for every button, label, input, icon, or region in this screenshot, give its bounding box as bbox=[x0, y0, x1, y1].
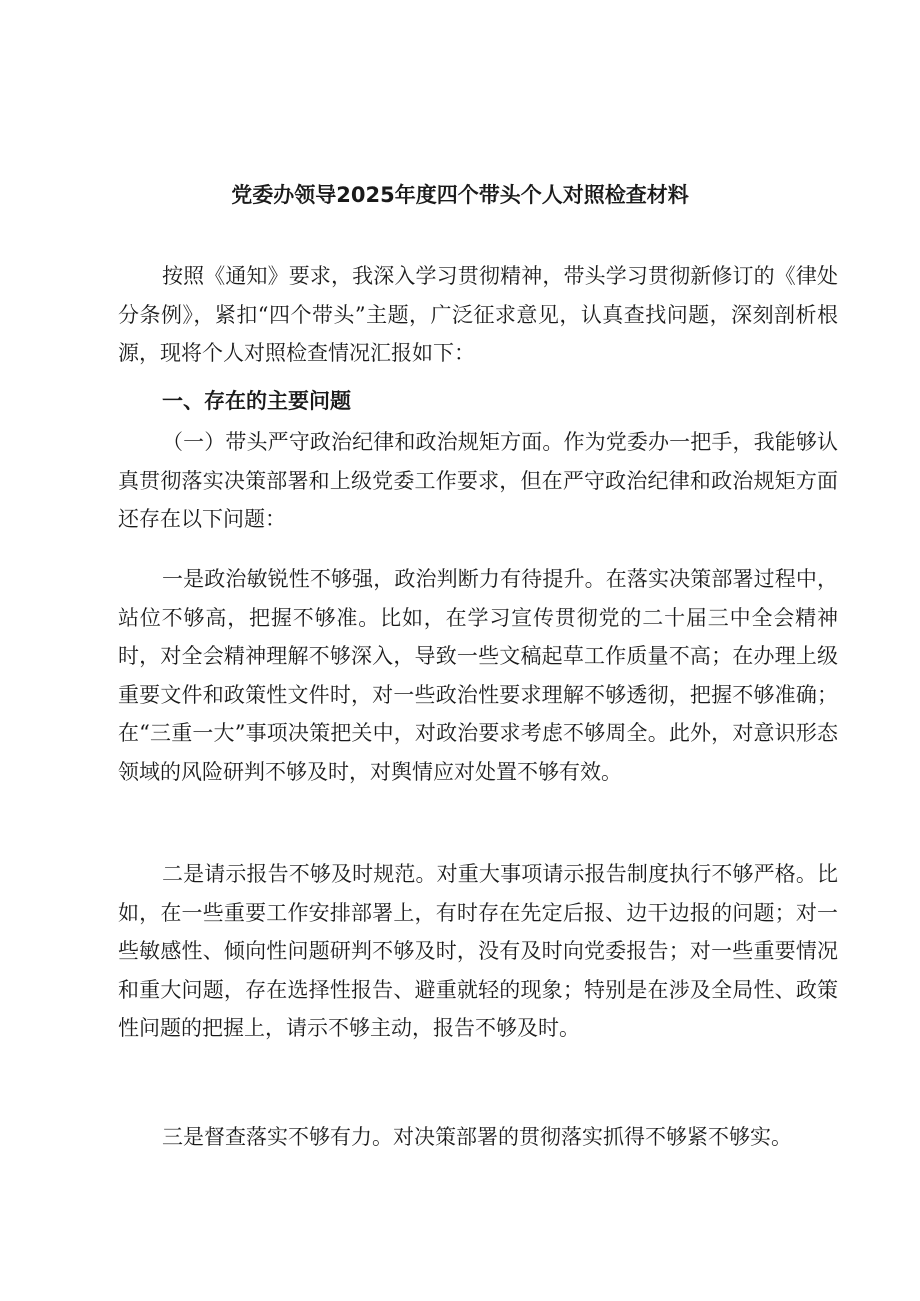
problem-item-3: 三是督查落实不够有力。对决策部署的贯彻落实抓得不够紧不够实。 bbox=[162, 1125, 792, 1149]
intro-paragraph: 按照《通知》要求，我深入学习贯彻精神，带头学习贯彻新修订的《律处分条例》，紧扣“四个带头”主题，广泛征求意见，认真查找问题，深刻剖析根源，现将个人对照检查情况汇报如下： bbox=[118, 264, 838, 366]
subsection-paragraph-political-discipline: （一）带头严守政治纪律和政治规矩方面。作为党委办一把手，我能够认真贯彻落实决策部署和上级党委工作要求，但在严守政治纪律和政治规矩方面还存在以下问题： bbox=[118, 430, 838, 532]
document-title: 党委办领导2025年度四个带头个人对照检查材料 bbox=[231, 183, 689, 208]
section-heading-problems: 一、存在的主要问题 bbox=[162, 389, 351, 413]
problem-item-2: 二是请示报告不够及时规范。对重大事项请示报告制度执行不够严格。比如，在一些重要工作安排部署上，有时存在先定后报、边干边报的问题；对一些敏感性、倾向性问题研判不够及时，没有及时向党委报告；对一些重要情况和重大问题，存在选择性报告、避重就轻的现象；特别是在涉及全局性、政策性问题的把握上，请示不够主动，报告不够及时。 bbox=[118, 862, 838, 1041]
problem-item-1: 一是政治敏锐性不够强，政治判断力有待提升。在落实决策部署过程中，站位不够高，把握不够准。比如，在学习宣传贯彻党的二十届三中全会精神时，对全会精神理解不够深入，导致一些文稿起草工作质量不高；在办理上级重要文件和政策性文件时，对一些政治性要求理解不够透彻，把握不够准确；在“三重一大”事项决策把关中，对政治要求考虑不够周全。此外，对意识形态领域的风险研判不够及时，对舆情应对处置不够有效。 bbox=[118, 567, 838, 784]
